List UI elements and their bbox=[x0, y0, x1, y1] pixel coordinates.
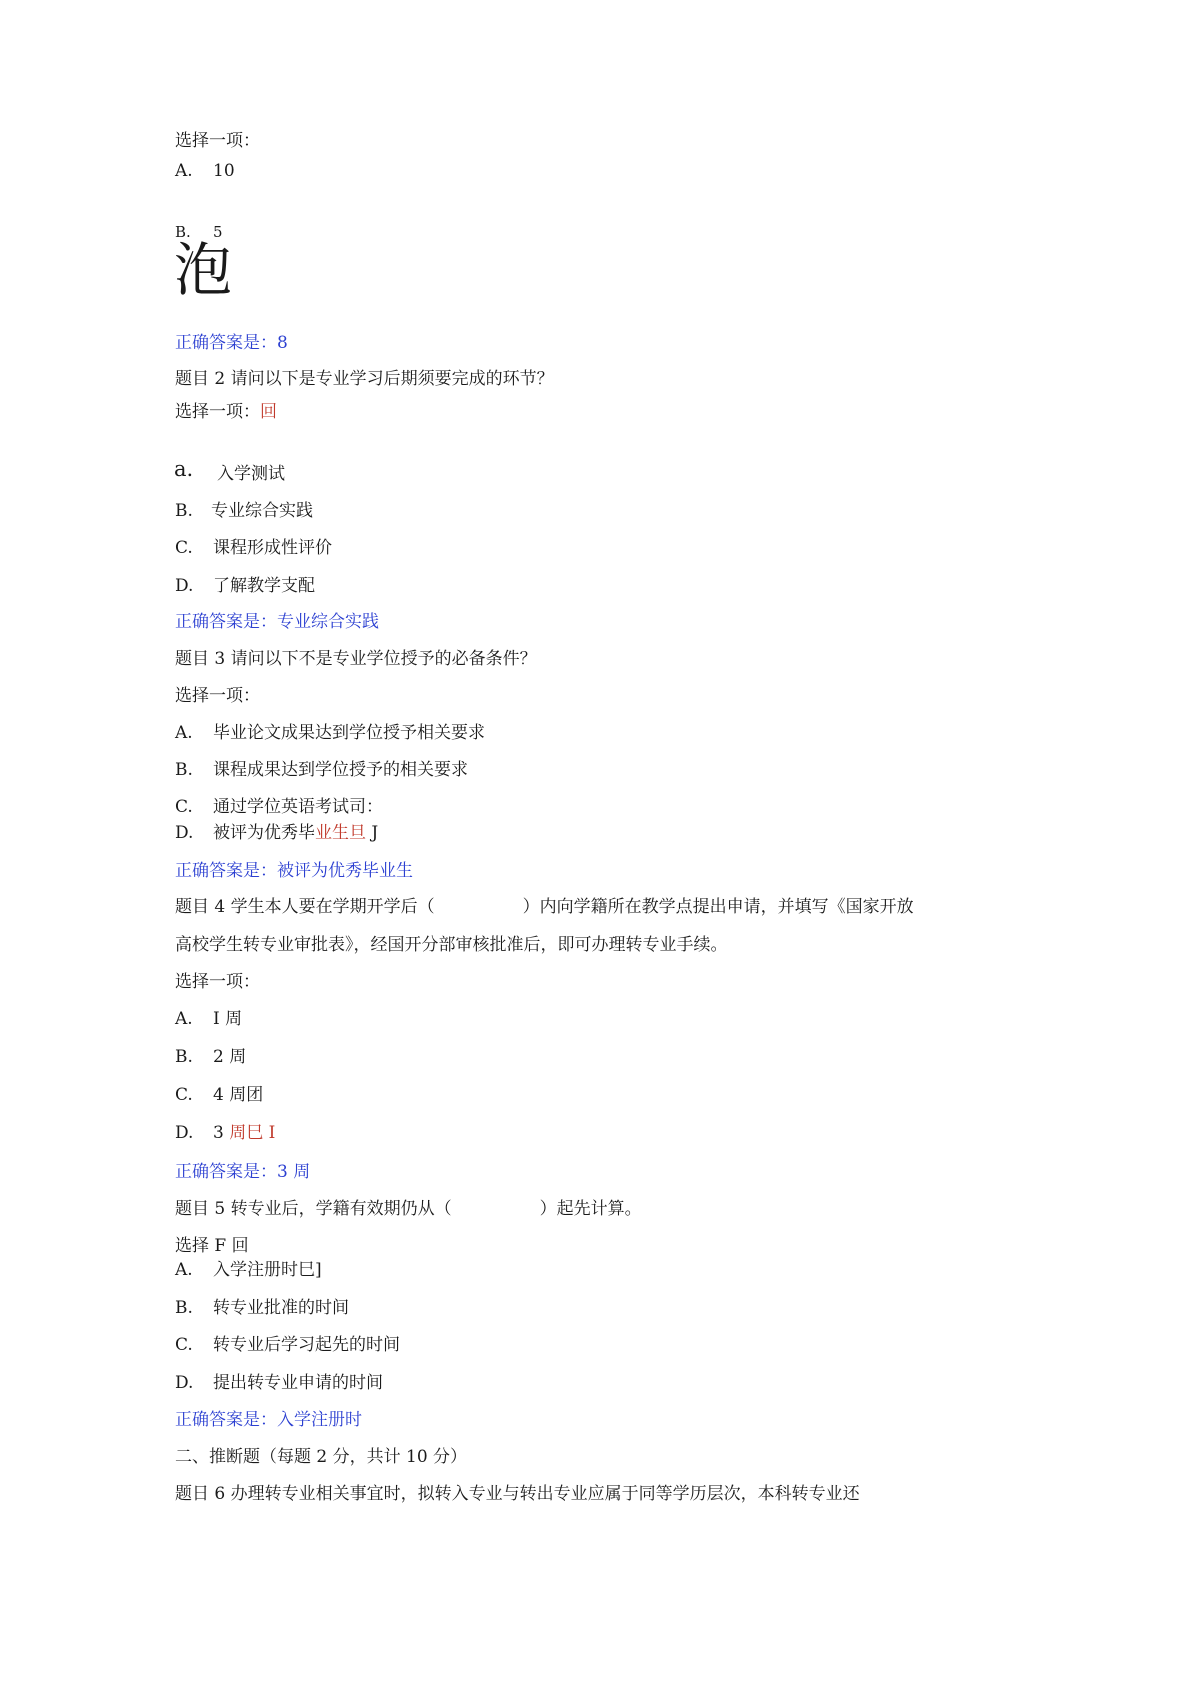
q5-option-a[interactable] bbox=[175, 1259, 322, 1281]
option-label: C. bbox=[175, 1085, 193, 1105]
q2-select-prompt bbox=[175, 401, 277, 423]
option-text: I 周 bbox=[213, 1009, 243, 1029]
option-label: D. bbox=[175, 1373, 194, 1393]
q3-option-c[interactable] bbox=[175, 796, 383, 818]
option-text: 4 周团 bbox=[213, 1085, 264, 1105]
q3-option-a[interactable] bbox=[175, 722, 485, 744]
q2-option-c[interactable] bbox=[175, 537, 332, 559]
q4-option-c[interactable] bbox=[175, 1084, 263, 1106]
option-label: B. bbox=[175, 1298, 193, 1318]
scan-artifact-char: 泡 bbox=[174, 236, 233, 304]
option-mark: 业生旦 bbox=[315, 823, 366, 843]
title-part-a: 题目 4 学生本人要在学期开学后（ bbox=[175, 897, 435, 917]
title-part-a: 题目 5 转专业后，学籍有效期仍从（ bbox=[175, 1199, 452, 1219]
option-text: 提出转专业申请的时间 bbox=[213, 1373, 383, 1393]
option-mark: 周巳 I bbox=[229, 1123, 276, 1143]
q2-option-b[interactable] bbox=[175, 500, 313, 522]
option-text: 专业综合实践 bbox=[211, 501, 313, 521]
option-label: A. bbox=[175, 723, 193, 743]
q3-correct-answer: 正确答案是：被评为优秀毕业生 bbox=[175, 861, 413, 881]
q5-select-prompt: 选择 F 回 bbox=[175, 1236, 249, 1256]
option-label: B. bbox=[175, 501, 193, 521]
q2-correct-answer: 正确答案是：专业综合实践 bbox=[175, 612, 379, 632]
option-label: A. bbox=[175, 161, 193, 181]
option-text: 2 周 bbox=[213, 1047, 247, 1067]
option-text: 被评为优秀毕 bbox=[213, 823, 315, 843]
option-text: 课程成果达到学位授予的相关要求 bbox=[213, 760, 468, 780]
q3-select-prompt: 选择一项： bbox=[175, 686, 260, 706]
option-tail: J bbox=[371, 823, 379, 843]
option-text: 课程形成性评价 bbox=[213, 538, 332, 558]
option-text: 5 bbox=[213, 223, 223, 241]
correct-answer-pre: 正确答案是：8 bbox=[175, 333, 288, 353]
select-text: 选择一项： bbox=[175, 402, 260, 422]
option-text: 通过学位英语考试司： bbox=[213, 797, 383, 817]
option-label: D. bbox=[175, 823, 194, 843]
section-2-heading: 二、推断题（每题 2 分，共计 10 分） bbox=[175, 1447, 468, 1467]
option-text: 10 bbox=[213, 161, 235, 181]
q3-option-b[interactable] bbox=[175, 759, 468, 781]
question-6-title: 题日 6 办理转专业相关事宜时，拟转入专业与转出专业应属于同等学历层次，本科转专业还 bbox=[175, 1484, 860, 1504]
option-label: D. bbox=[175, 1123, 194, 1143]
q4-option-a[interactable] bbox=[175, 1008, 242, 1030]
option-label: D. bbox=[175, 576, 194, 596]
q4-option-d[interactable] bbox=[175, 1122, 275, 1144]
option-label: B. bbox=[175, 760, 193, 780]
q2-option-a-label: a. bbox=[174, 457, 194, 481]
title-part-b: ）起先计算。 bbox=[539, 1199, 642, 1219]
q2-option-a[interactable]: 入学测试 bbox=[217, 464, 285, 484]
option-label: B. bbox=[175, 223, 191, 241]
option-label: A. bbox=[175, 1260, 193, 1280]
option-label: C. bbox=[175, 538, 193, 558]
title-part-b: ）内向学籍所在教学点提出申请，并填写《国家开放 bbox=[522, 897, 914, 917]
select-prompt-pre: 选择一项： bbox=[175, 131, 260, 151]
q5-correct-answer: 正确答案是：入学注册时 bbox=[175, 1410, 362, 1430]
q4-select-prompt: 选择一项： bbox=[175, 972, 260, 992]
q5-option-d[interactable] bbox=[175, 1372, 383, 1394]
option-text: 入学注册时巳] bbox=[213, 1260, 322, 1280]
question-4-title-line2: 高校学生转专业审批表》，经国开分部审核批准后，即可办理转专业手续。 bbox=[175, 935, 728, 955]
option-label: C. bbox=[175, 1335, 193, 1355]
question-2-title: 题目 2 请问以下是专业学习后期须要完成的环节？ bbox=[175, 369, 554, 389]
option-label: C. bbox=[175, 797, 193, 817]
option-text: 毕业论文成果达到学位授予相关要求 bbox=[213, 723, 485, 743]
q5-option-b[interactable] bbox=[175, 1297, 349, 1319]
q3-option-d[interactable] bbox=[175, 822, 378, 844]
option-text: 转专业后学习起先的时间 bbox=[213, 1335, 400, 1355]
option-label: B. bbox=[175, 1047, 193, 1067]
option-text: 转专业批准的时间 bbox=[213, 1298, 349, 1318]
option-text: 3 bbox=[213, 1123, 230, 1143]
option-label: A. bbox=[175, 1009, 193, 1029]
q4-correct-answer: 正确答案是：3 周 bbox=[175, 1162, 311, 1182]
select-mark: 回 bbox=[260, 402, 277, 422]
q2-option-d[interactable] bbox=[175, 575, 315, 597]
option-a-pre[interactable] bbox=[175, 160, 235, 182]
question-5-title bbox=[175, 1198, 642, 1220]
option-text: 了解教学支配 bbox=[213, 576, 315, 596]
q4-option-b[interactable] bbox=[175, 1046, 246, 1068]
q5-option-c[interactable] bbox=[175, 1334, 400, 1356]
question-3-title: 题目 3 请问以下不是专业学位授予的必备条件？ bbox=[175, 649, 537, 669]
question-4-title bbox=[175, 896, 914, 918]
